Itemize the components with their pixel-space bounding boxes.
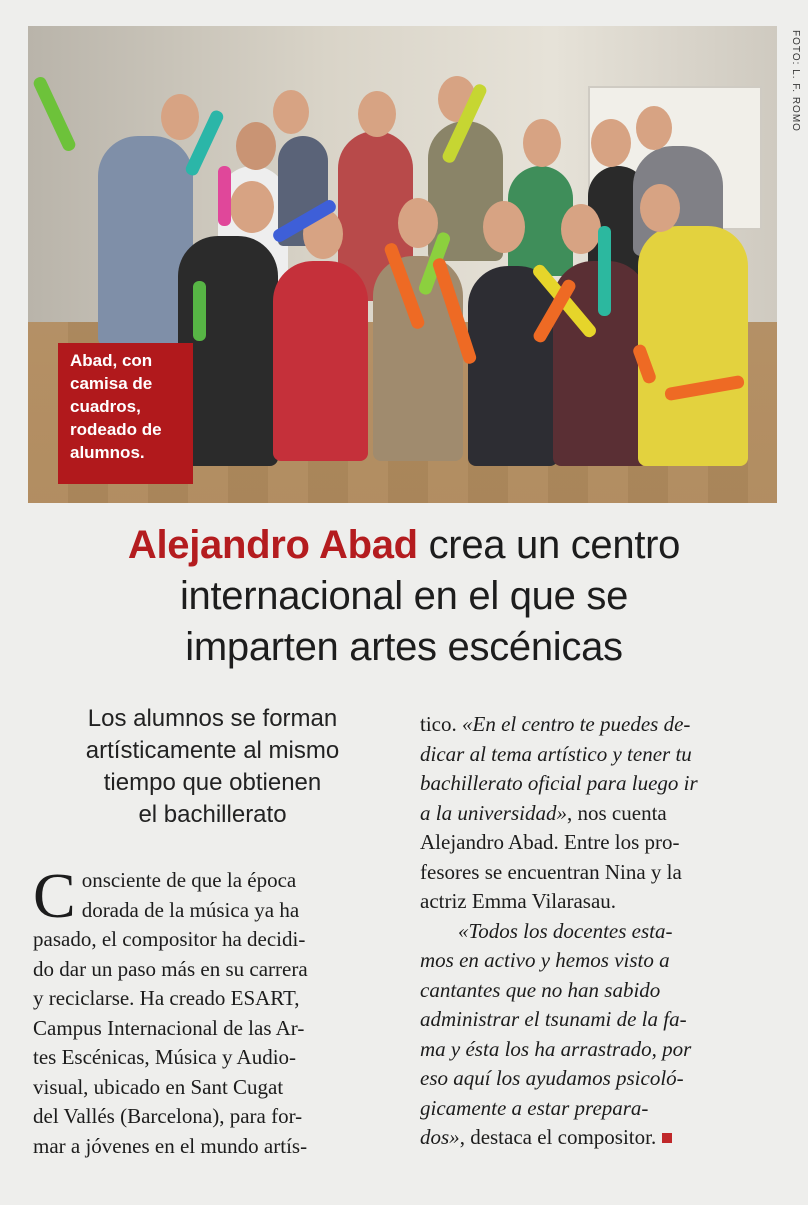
photo-tube — [193, 281, 206, 341]
body-text: fesores se encuentran Nina y la — [420, 859, 682, 884]
body-line: do dar un paso más en su carrera — [33, 956, 308, 981]
quote-text: ma y ésta los ha arrastrado, por — [420, 1036, 692, 1061]
subheading-line: tiempo que obtienen — [103, 769, 322, 796]
photo-head — [636, 106, 672, 150]
caption-line: alumnos. — [70, 443, 145, 462]
photo-person — [468, 266, 558, 466]
body-line — [420, 946, 776, 976]
body-line: visual, ubicado en Sant Cugat — [33, 1074, 284, 1099]
caption-line: camisa de — [70, 374, 153, 393]
photo-head — [398, 198, 438, 248]
body-line: del Vallés (Barcelona), para for- — [33, 1104, 303, 1128]
drop-cap: C — [33, 860, 76, 931]
body-line: tes Escénicas, Música y Audio- — [33, 1045, 297, 1069]
end-mark-icon — [662, 1133, 672, 1143]
body-text: tico. — [420, 712, 462, 736]
photo-head — [523, 119, 561, 167]
body-line — [420, 1035, 776, 1065]
body-text: , nos cuenta — [567, 800, 667, 825]
photo-head — [640, 184, 680, 232]
body-line — [420, 976, 776, 1006]
body-line: dorada de la música ya ha — [81, 897, 300, 922]
headline-text: crea un centro — [417, 523, 681, 567]
photo-head — [161, 94, 199, 140]
photo-head — [273, 90, 309, 134]
body-line — [420, 1123, 776, 1153]
headline-line-3: imparten artes escénicas — [185, 625, 623, 669]
body-line — [420, 887, 776, 917]
subheading-line: Los alumnos se forman — [87, 705, 338, 732]
article-column-right — [420, 710, 776, 1153]
photo-head — [483, 201, 525, 253]
body-line — [420, 1005, 776, 1035]
photo-tube — [218, 166, 231, 226]
body-line: y reciclarse. Ha creado ESART, — [33, 986, 300, 1010]
quote-text: gicamente a estar prepara- — [420, 1095, 649, 1120]
body-line — [420, 769, 776, 799]
quote-text: cantantes que no han sabido — [420, 977, 661, 1002]
body-line — [420, 740, 776, 770]
photo-person — [638, 226, 748, 466]
quote-text: eso aquí los ayudamos psicoló- — [420, 1066, 684, 1090]
body-line: pasado, el compositor ha decidi- — [33, 927, 306, 951]
photo-head — [230, 181, 274, 233]
article-column-left — [33, 860, 385, 1161]
quote-text: mos en activo y hemos visto a — [420, 948, 670, 972]
body-text: Alejandro Abad. Entre los pro- — [420, 830, 680, 854]
quote-text: administrar el tsunami de la fa- — [420, 1007, 687, 1031]
headline-line-2: internacional en el que se — [179, 574, 629, 618]
photo-head — [236, 122, 276, 170]
caption-line: rodeado de — [70, 420, 162, 439]
body-text: , destaca el compositor. — [459, 1125, 657, 1149]
body-line: mar a jóvenes en el mundo artís- — [33, 1133, 308, 1158]
body-line: Campus Internacional de las Ar- — [33, 1015, 305, 1040]
subheading — [40, 703, 385, 831]
photo-credit: FOTO: L. F. ROMO — [790, 30, 801, 132]
quote-text: dos» — [420, 1125, 460, 1149]
quote-text: bachillerato oficial para luego ir — [420, 771, 698, 795]
headline-line-1 — [40, 520, 768, 571]
headline — [40, 520, 768, 673]
body-line — [420, 799, 776, 829]
photo-caption — [58, 343, 193, 484]
body-line — [420, 858, 776, 888]
quote-text: a la universidad» — [420, 800, 567, 825]
subheading-line: artísticamente al mismo — [85, 737, 340, 764]
body-line — [420, 1094, 776, 1124]
quote-text: dicar al tema artístico y tener tu — [420, 741, 692, 766]
photo-person — [178, 236, 278, 466]
body-line — [420, 710, 776, 740]
body-line: onsciente de que la época — [81, 868, 297, 892]
photo-head — [358, 91, 396, 137]
body-line — [420, 917, 776, 947]
quote-text: «En el centro te puedes de- — [462, 712, 691, 736]
headline-name: Alejandro Abad — [127, 523, 418, 567]
photo-head — [561, 204, 601, 254]
subheading-line: el bachillerato — [138, 801, 287, 828]
photo-head — [591, 119, 631, 167]
caption-line: cuadros, — [70, 397, 141, 416]
body-line — [420, 828, 776, 858]
photo-tube — [598, 226, 611, 316]
body-line — [420, 1064, 776, 1094]
photo-person — [273, 261, 368, 461]
quote-text: «Todos los docentes esta- — [458, 918, 673, 943]
caption-line: Abad, con — [70, 351, 153, 370]
body-text: actriz Emma Vilarasau. — [420, 889, 617, 913]
